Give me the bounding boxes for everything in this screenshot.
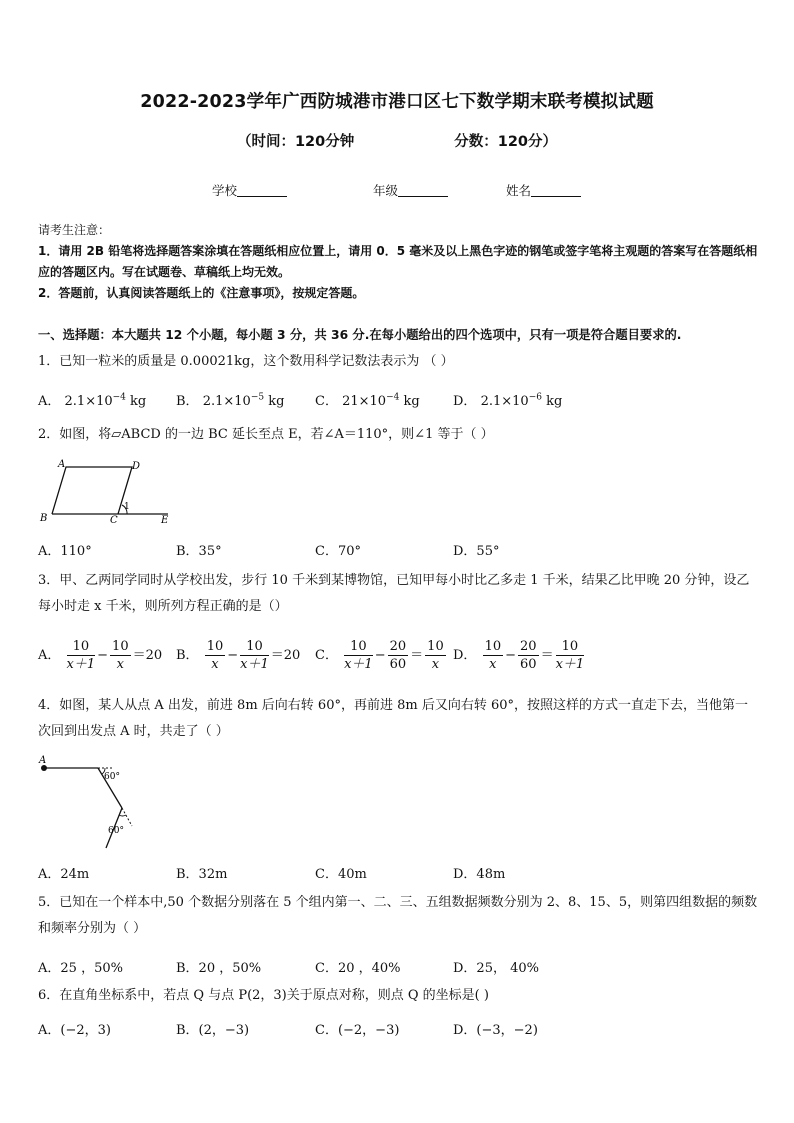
q2-label-d: D	[132, 461, 141, 472]
fraction: $\frac{10}{x}$	[484, 639, 502, 672]
q4-label-a: A	[39, 755, 47, 766]
exam-subtitle	[0, 130, 794, 151]
q4-label-angle-1: 60°	[104, 772, 120, 782]
q6-option-b[interactable]: B．(2，−3)	[176, 1023, 250, 1038]
q3-d-label: D．	[453, 648, 477, 663]
fraction: $\frac{20}{60}$	[520, 639, 537, 672]
q1-c-label: C．	[315, 394, 338, 409]
q4-stem: 4．如图，某人从点 A 出发，前进 8m 后向右转 60°，再前进 8m 后又向右转 60°，按照这样的方式一直走下去，当他第一次回到出发点 A 时，共走了（ ）	[38, 698, 748, 739]
q2-label-b: B	[40, 513, 48, 524]
q4-option-a[interactable]: A．24m	[38, 867, 90, 882]
q1-b-exp: −5	[250, 392, 265, 403]
section-heading: 一、选择题：本大题共 12 个小题，每小题 3 分，共 36 分.在每小题给出的四个选项中，只有一项是符合题目要求的.	[38, 328, 682, 342]
fraction: $\frac{10}{x}$	[427, 639, 444, 672]
q5-option-b[interactable]: B．20 ，50%	[176, 961, 262, 976]
q3-option-a[interactable]: A． $\frac{10}{x+1}$ − $\frac{10}{x}$ ＝20	[38, 639, 163, 672]
q5-option-d[interactable]: D．25， 40%	[453, 961, 539, 976]
q4-path-figure	[36, 752, 146, 852]
exam-score: 分数：120分）	[454, 134, 558, 150]
q3-stem: 3．甲、乙两同学同时从学校出发，步行 10 千米到某博物馆，已知甲每小时比乙多走 1 千米，结果乙比甲晚 20 分钟，设乙每小时走 x 千米，则所列方程正确的是（）	[38, 573, 750, 614]
fraction: $\frac{10}{x}$	[112, 639, 129, 672]
q1-d-unit: kg	[541, 394, 563, 409]
q1-c-base: 21×10	[342, 394, 387, 409]
q2-option-d[interactable]: D．55°	[453, 544, 500, 559]
q1-stem: 1．已知一粒米的质量是 0.00021kg，这个数用科学记数法表示为 （ ）	[38, 354, 454, 369]
name-blank[interactable]	[531, 184, 581, 197]
school-label: 学校	[212, 183, 238, 198]
q4-label-angle-2: 60°	[108, 826, 124, 836]
school-blank[interactable]	[237, 184, 287, 197]
fraction: $\frac{10}{x+1}$	[344, 639, 373, 672]
fraction: $\frac{10}{x+1}$	[555, 639, 585, 672]
q3-c-label: C．	[315, 648, 338, 663]
q1-c-unit: kg	[399, 394, 420, 409]
fraction: $\frac{10}{x+1}$	[66, 639, 96, 672]
q6-option-d[interactable]: D．(−3，−2)	[453, 1023, 538, 1038]
exam-title: 2022-2023学年广西防城港市港口区七下数学期末联考模拟试题	[140, 92, 654, 112]
q1-c-exp: −4	[386, 392, 400, 403]
q4-option-b[interactable]: B．32m	[176, 867, 228, 882]
q1-a-exp: −4	[112, 392, 126, 403]
q1-d-label: D．	[453, 394, 477, 409]
q1-b-unit: kg	[264, 394, 285, 409]
grade-blank[interactable]	[398, 184, 448, 197]
school-field[interactable]	[212, 181, 287, 199]
q6-stem: 6．在直角坐标系中，若点 Q 与点 P(2，3)关于原点对称，则点 Q 的坐标是( )	[38, 988, 489, 1003]
q1-a-unit: kg	[125, 394, 147, 409]
q1-option-c[interactable]	[315, 390, 420, 409]
q2-stem: 2．如图，将▱ABCD 的一边 BC 延长至点 E，若∠A＝110°，则∠1 等于（ ）	[38, 427, 494, 442]
q6-option-c[interactable]: C．(−2，−3)	[315, 1023, 400, 1038]
notice-item-2: 2．答题前，认真阅读答题纸上的《注意事项》，按规定答题。	[38, 286, 365, 300]
q1-option-d[interactable]	[453, 390, 562, 409]
grade-label: 年级	[373, 183, 399, 198]
q1-a-label: A．	[38, 394, 61, 409]
q2-label-c: C	[110, 515, 118, 526]
q3-option-c[interactable]: C． $\frac{10}{x+1}$ − $\frac{20}{60}$ ＝ $\frac{10}{x}$	[315, 639, 444, 672]
notice-block	[38, 220, 760, 304]
q2-option-b[interactable]: B．35°	[176, 544, 222, 559]
q2-parallelogram-figure	[36, 455, 186, 530]
q2-label-angle1: 1	[124, 502, 130, 512]
q1-option-a[interactable]	[38, 390, 146, 409]
q2-option-a[interactable]: A．110°	[38, 544, 92, 559]
q2-option-c[interactable]: C．70°	[315, 544, 361, 559]
q3-option-b[interactable]: B． $\frac{10}{x}$ − $\frac{10}{x+1}$ ＝20	[176, 639, 301, 672]
q4-option-c[interactable]: C．40m	[315, 867, 367, 882]
q3-option-d[interactable]: D． $\frac{10}{x}$ − $\frac{20}{60}$ ＝ $\frac{10}{x+1}$	[453, 639, 585, 672]
q3-b-label: B．	[176, 648, 199, 663]
exam-time: （时间：120分钟	[236, 134, 355, 150]
q4-option-d[interactable]: D．48m	[453, 867, 506, 882]
notice-item-1: 1．请用 2B 铅笔将选择题答案涂填在答题纸相应位置上，请用 0．5 毫米及以上黑色字迹的钢笔或签字笔将主观题的答案写在答题纸相应的答题区内。写在试题卷、草稿纸上均无效。	[38, 244, 758, 279]
q2-label-e: E	[161, 515, 169, 526]
q1-option-b[interactable]	[176, 390, 284, 409]
name-label: 姓名	[506, 183, 532, 198]
q3-a-label: A．	[38, 648, 61, 663]
notice-heading: 请考生注意：	[38, 223, 111, 237]
q5-option-a[interactable]: A．25 ，50%	[38, 961, 123, 976]
q1-d-base: 2.1×10	[480, 394, 529, 409]
q2-parallelogram-shape	[52, 467, 132, 514]
q4-angle-arc-2	[119, 815, 126, 816]
q6-option-a[interactable]: A．(−2，3)	[38, 1023, 111, 1038]
q1-a-base: 2.1×10	[64, 394, 113, 409]
q1-b-label: B．	[176, 394, 199, 409]
grade-field[interactable]	[373, 181, 448, 199]
name-field[interactable]	[506, 181, 581, 199]
fraction: $\frac{10}{x+1}$	[240, 639, 269, 672]
q2-label-a: A	[58, 459, 66, 470]
fraction: $\frac{20}{60}$	[389, 639, 407, 672]
q5-stem: 5．已知在一个样本中,50 个数据分别落在 5 个组内第一、二、三、五组数据频数分别为 2、8、15、5，则第四组数据的频数和频率分别为（ ）	[38, 895, 758, 936]
fraction: $\frac{10}{x}$	[206, 639, 224, 672]
q5-option-c[interactable]: C．20 ，40%	[315, 961, 401, 976]
q4-dash-2	[122, 808, 132, 826]
q1-d-exp: −6	[528, 392, 542, 403]
q1-b-base: 2.1×10	[202, 394, 251, 409]
